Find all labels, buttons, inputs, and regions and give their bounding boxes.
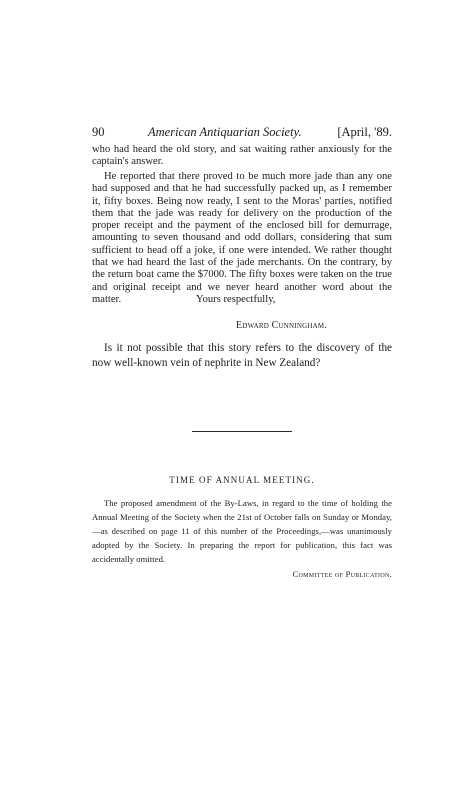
paragraph-nephrite-question: Is it not possible that this story refers to the discovery of the now well-known vein of nephrite in New Zealand? bbox=[92, 342, 392, 369]
paragraph-captain-report: He reported that there proved to be much more jade than any one had supposed and that he had successfully packed up, as I remember it, fifty boxes. Being now ready, I sent to the Moras' parties, notified them that the jade was ready for delivery on the production of the proper receipt and the payment of the enclosed bill for demurrage, amounting to seven thousand and odd dollars, considering that sum sufficient to head off a joke, if one were intended. We rather thought that we had heard the last of the jade merchants. On the contrary, by the return boat came the $7000. The fifty boxes were taken on the true and original receipt and we never heard another word about the matter. bbox=[92, 171, 392, 305]
paragraph-continuation: who had heard the old story, and sat waiting rather anxiously for the captain's answer. bbox=[92, 144, 392, 168]
page-number: 90 bbox=[92, 125, 105, 139]
issue-date: [April, '89. bbox=[337, 125, 392, 139]
letter-signature: Edward Cunningham. bbox=[236, 320, 327, 331]
letter-closing: Yours respectfully, bbox=[196, 294, 276, 305]
journal-title: American Antiquarian Society. bbox=[148, 125, 302, 139]
section-title: TIME OF ANNUAL MEETING. bbox=[169, 475, 315, 485]
section-divider bbox=[192, 431, 292, 432]
committee-signature: Committee of Publication. bbox=[292, 570, 392, 579]
paragraph-annual-meeting: The proposed amendment of the By-Laws, in regard to the time of holding the Annual Meeting of the Society when the 21st of October falls on Sunday or Monday,—as described on page 11 of this number of the Proceedings,—was unanimously adopted by the Society. In preparing the report for publication, this fact was accidentally omitted. bbox=[92, 498, 392, 564]
running-header bbox=[92, 124, 392, 140]
